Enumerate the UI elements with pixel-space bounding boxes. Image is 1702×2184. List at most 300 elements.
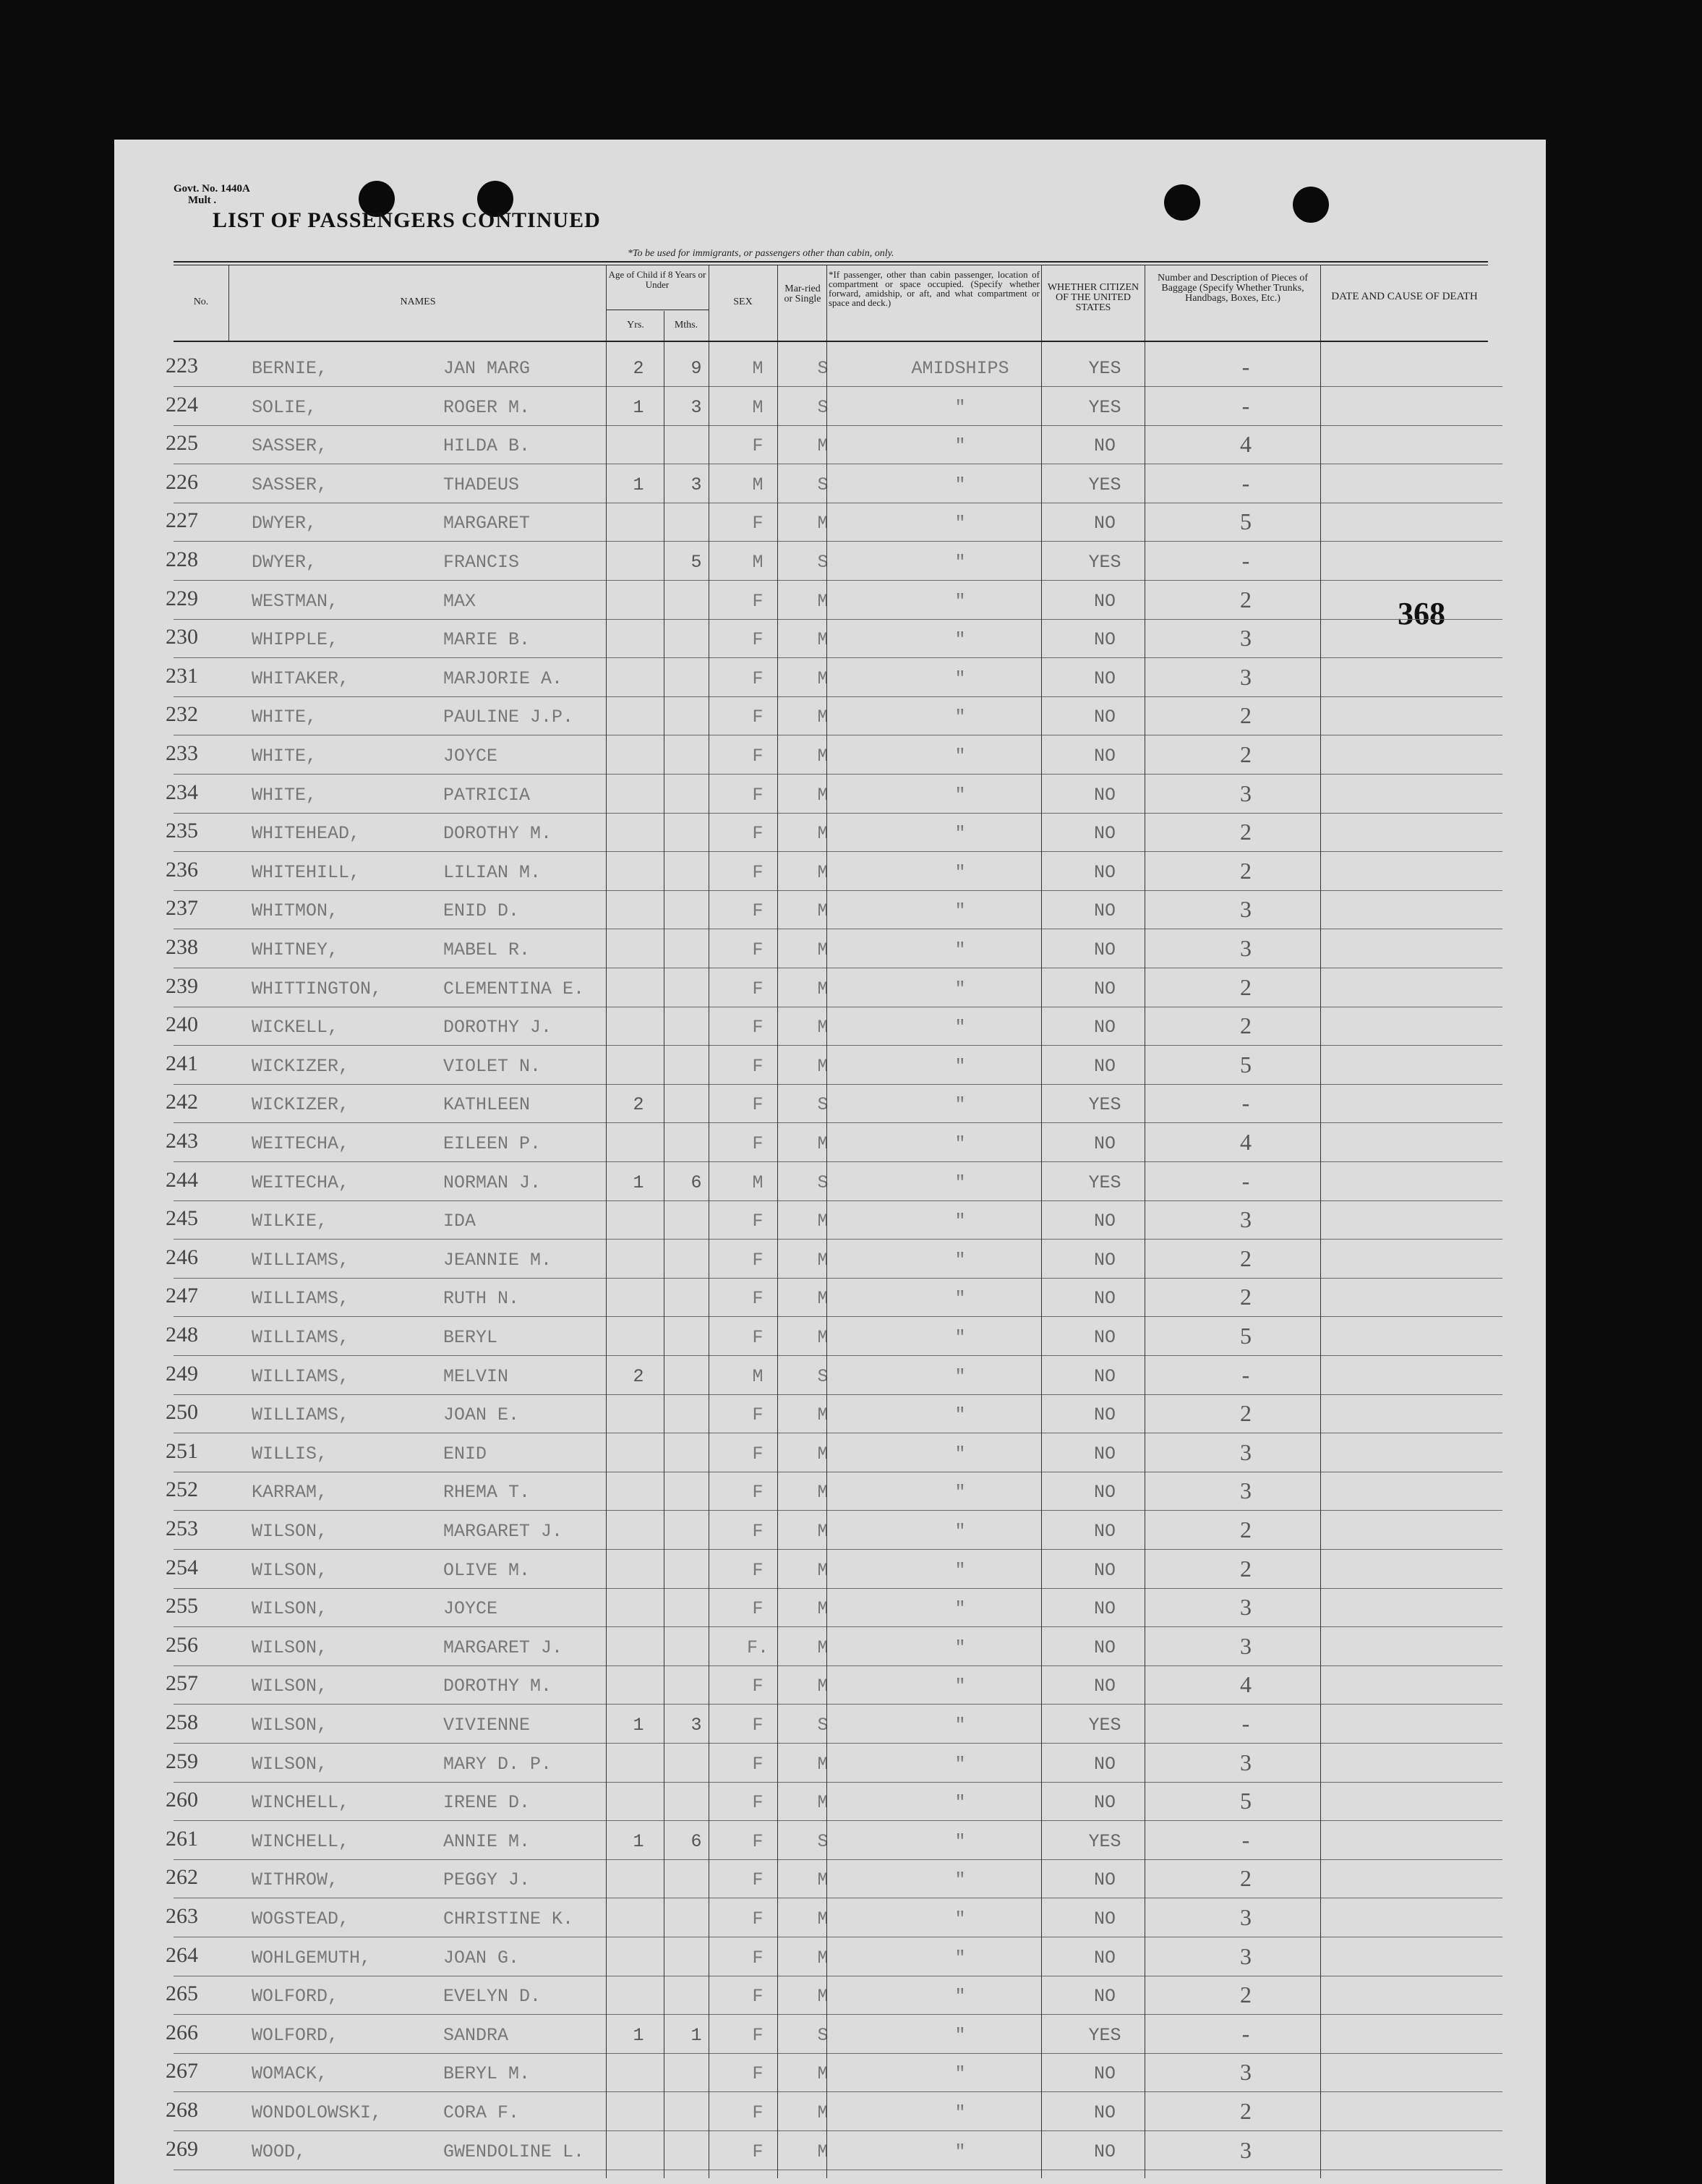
citizenship: NO [1093,861,1116,883]
citizenship: NO [1093,1482,1116,1503]
surname: WILSON, [252,1637,328,1658]
location: " [954,1365,966,1387]
surname: SASSER, [252,435,328,457]
row-number: 266 [166,2020,198,2044]
table-row [114,2055,1488,2093]
table-row [114,660,1488,698]
given-name: KATHLEEN [443,1094,531,1116]
table-row [114,1822,1488,1861]
surname: KARRAM, [252,1482,328,1503]
sex: F [752,1482,764,1503]
sex: F [752,707,764,728]
citizenship: YES [1088,1830,1121,1852]
marital-status: M [817,1443,829,1464]
row-rule [174,1045,1502,1046]
baggage-count: 3 [1240,1477,1252,1504]
location: " [954,435,966,457]
given-name: IRENE D. [443,1792,531,1814]
row-number: 241 [166,1051,198,1075]
citizenship: NO [1093,1908,1116,1929]
sex: F [752,1055,764,1077]
marital-status: M [817,1482,829,1503]
col-divider [826,265,827,341]
surname: WILLIAMS, [252,1288,350,1310]
row-rule [174,1200,1502,1201]
sex: F [752,1559,764,1581]
sex: F [752,1211,764,1232]
page-stamp-number: 368 [1398,596,1445,631]
location: " [954,513,966,534]
sex: F [752,1908,764,1929]
table-row [114,2133,1488,2171]
row-number: 250 [166,1400,198,1425]
surname: WHITE, [252,746,317,767]
age-months: 6 [690,1172,702,1193]
surname: WHITEHILL, [252,861,361,883]
citizenship: NO [1093,1365,1116,1387]
location: " [954,474,966,495]
surname: WHITAKER, [252,667,350,689]
marital-status: M [817,1133,829,1154]
row-rule [174,386,1502,387]
location: " [954,1133,966,1154]
row-number: 267 [166,2059,198,2083]
row-number: 254 [166,1555,198,1579]
location: AMIDSHIPS [911,358,1009,379]
col-divider [606,342,607,2178]
given-name: JOYCE [443,1598,498,1620]
surname: WOMACK, [252,2063,328,2085]
given-name: BERYL M. [443,2063,531,2085]
table-row [114,1667,1488,1705]
surname: WHITTINGTON, [252,978,382,999]
sex: M [752,1172,764,1193]
row-number: 261 [166,1826,198,1851]
row-number: 255 [166,1594,198,1618]
marital-status: M [817,784,829,806]
surname: WILSON, [252,1521,328,1542]
row-number: 260 [166,1788,198,1812]
marital-status: M [817,629,829,651]
age-years: 2 [633,358,644,379]
baggage-count: 2 [1240,1284,1252,1310]
form-number [174,183,250,206]
age-months: 3 [690,1715,702,1736]
row-rule [174,1084,1502,1085]
baggage-count: 3 [1240,1904,1252,1930]
table-row [114,1551,1488,1590]
surname: WILSON, [252,1559,328,1581]
location: " [954,1482,966,1503]
table-row [114,1318,1488,1357]
surname: WEITECHA, [252,1133,350,1154]
sex: F [752,1986,764,2008]
surname: WILLIS, [252,1443,328,1464]
given-name: PAULINE J.P. [443,707,574,728]
surname: WONDOLOWSKI, [252,2102,382,2123]
table-row [114,466,1488,504]
sex: F [752,1094,764,1116]
location: " [954,2024,966,2046]
header-mths: Mths. [674,320,698,330]
sex: F [752,1017,764,1038]
location: " [954,707,966,728]
row-number: 265 [166,1982,198,2006]
location: " [954,1792,966,1814]
baggage-count: 2 [1240,586,1252,613]
given-name: GWENDOLINE L. [443,2141,585,2162]
marital-status: S [817,358,829,379]
location: " [954,1249,966,1271]
header-sex: SEX [733,297,753,307]
given-name: ENID D. [443,900,520,922]
surname: WICKIZER, [252,1055,350,1077]
baggage-count: - [1241,2020,1250,2047]
row-number: 237 [166,896,198,921]
location: " [954,1094,966,1116]
age-months: 3 [690,474,702,495]
location: " [954,1869,966,1891]
row-number: 253 [166,1517,198,1540]
row-rule [174,541,1502,542]
citizenship: NO [1093,1559,1116,1581]
age-years: 2 [633,1094,644,1116]
sex: F [752,2063,764,2085]
location: " [954,396,966,418]
baggage-count: 2 [1240,857,1252,884]
header-married: Mar-ried or Single [784,283,821,304]
marital-status: M [817,1211,829,1232]
citizenship: NO [1093,707,1116,728]
given-name: ENID [443,1443,487,1464]
sex: F [752,861,764,883]
col-divider [777,265,778,341]
given-name: CLEMENTINA E. [443,978,585,999]
location: " [954,590,966,612]
given-name: EVELYN D. [443,1986,542,2008]
marital-status: M [817,1637,829,1658]
surname: WICKIZER, [252,1094,350,1116]
header-yrs: Yrs. [627,320,644,330]
row-number: 251 [166,1438,198,1463]
location: " [954,667,966,689]
baggage-count: 3 [1240,2136,1252,2163]
marital-status: M [817,1327,829,1348]
marital-status: M [817,1908,829,1929]
header-death: DATE AND CAUSE OF DEATH [1331,291,1478,302]
row-number: 225 [166,431,198,456]
sex: F [752,1830,764,1852]
sex: F [752,1404,764,1426]
surname: WESTMAN, [252,590,339,612]
given-name: CHRISTINE K. [443,1908,574,1929]
row-number: 257 [166,1671,198,1696]
location: " [954,784,966,806]
baggage-count: 4 [1240,431,1252,458]
baggage-count: 2 [1240,1245,1252,1271]
baggage-count: 4 [1240,1671,1252,1698]
sex: F [752,939,764,960]
row-rule [174,580,1502,581]
surname: WOHLGEMUTH, [252,1947,372,1968]
row-number: 233 [166,741,198,765]
surname: DWYER, [252,513,317,534]
sex: M [752,1365,764,1387]
baggage-count: - [1241,469,1250,496]
given-name: JAN MARG [443,358,531,379]
location: " [954,900,966,922]
baggage-count: 5 [1240,1788,1252,1814]
citizenship: YES [1088,358,1121,379]
marital-status: M [817,1986,829,2008]
marital-status: M [817,667,829,689]
location: " [954,1017,966,1038]
row-number: 224 [166,392,198,417]
citizenship: NO [1093,784,1116,806]
row-number: 264 [166,1942,198,1967]
marital-status: S [817,1715,829,1736]
given-name: RUTH N. [443,1288,520,1310]
surname: SASSER, [252,474,328,495]
row-rule [174,619,1502,620]
row-rule [174,1316,1502,1317]
surname: WILLIAMS, [252,1327,350,1348]
sex: F [752,1869,764,1891]
marital-status: S [817,552,829,573]
baggage-count: 3 [1240,780,1252,806]
baggage-count: - [1241,392,1250,419]
row-number: 248 [166,1323,198,1347]
citizenship: NO [1093,629,1116,651]
punch-hole [1293,187,1329,223]
citizenship: NO [1093,978,1116,999]
baggage-count: 3 [1240,2059,1252,2086]
row-number: 249 [166,1361,198,1386]
baggage-count: 2 [1240,973,1252,1000]
surname: WICKELL, [252,1017,339,1038]
row-rule [174,890,1502,891]
header-location: *If passenger, other than cabin passenger, location of compartment or space occupied. (Specify whether forward, amidship, or aft, and what compartment or space and deck.) [829,269,1040,308]
age-months: 9 [690,358,702,379]
sex: F [752,1947,764,1968]
citizenship: YES [1088,396,1121,418]
row-number: 231 [166,663,198,688]
citizenship: NO [1093,1521,1116,1542]
row-number: 226 [166,469,198,494]
sex: F [752,1249,764,1271]
baggage-count: 2 [1240,1982,1252,2008]
table-row [114,1241,1488,1279]
given-name: DOROTHY M. [443,1676,552,1697]
given-name: JOAN G. [443,1947,520,1968]
location: " [954,1598,966,1620]
row-number: 246 [166,1245,198,1269]
marital-status: S [817,474,829,495]
table-row [114,582,1488,620]
col-divider [1320,265,1321,341]
row-number: 232 [166,702,198,727]
row-number: 239 [166,973,198,998]
given-name: HILDA B. [443,435,531,457]
sex: F [752,1715,764,1736]
row-number: 236 [166,857,198,882]
marital-status: M [817,2063,829,2085]
given-name: VIVIENNE [443,1715,531,1736]
row-rule [174,851,1502,852]
marital-status: M [817,1055,829,1077]
table-row [114,1008,1488,1046]
header-baggage: Number and Description of Pieces of Baggage (Specify Whether Trunks, Handbags, Boxes, Etc.) [1158,273,1308,304]
baggage-count: 3 [1240,1942,1252,1969]
given-name: SANDRA [443,2024,509,2046]
age-years: 1 [633,1172,644,1193]
table-row [114,349,1488,388]
sex: F [752,823,764,845]
table-row [114,814,1488,853]
punch-hole [1164,184,1200,221]
age-months: 6 [690,1830,702,1852]
marital-status: S [817,1172,829,1193]
header-citizen: WHETHER CITIZEN OF THE UNITED STATES [1047,282,1139,313]
baggage-count: 2 [1240,819,1252,845]
sex: F [752,1792,764,1814]
given-name: MARIE B. [443,629,531,651]
sex: F [752,1598,764,1620]
location: " [954,629,966,651]
row-rule [174,1820,1502,1821]
row-number: 258 [166,1710,198,1734]
table-row [114,931,1488,969]
location: " [954,1288,966,1310]
table-row [114,1629,1488,1667]
location: " [954,552,966,573]
marital-status: M [817,1947,829,1968]
citizenship: YES [1088,2024,1121,2046]
table-row [114,620,1488,659]
marital-status: S [817,1830,829,1852]
given-name: MARY D. P. [443,1753,552,1775]
header-names: NAMES [400,297,436,307]
mult: Mult . [188,195,217,206]
row-rule [174,2130,1502,2131]
location: " [954,1753,966,1775]
surname: WINCHELL, [252,1792,350,1814]
age-years: 1 [633,2024,644,2046]
row-number: 259 [166,1749,198,1773]
table-row [114,1085,1488,1124]
given-name: FRANCIS [443,552,520,573]
table-row [114,1202,1488,1240]
table-row [114,1861,1488,1899]
marital-status: M [817,1869,829,1891]
baggage-count: 4 [1240,1129,1252,1155]
baggage-count: 2 [1240,1555,1252,1582]
age-years: 2 [633,1365,644,1387]
given-name: EILEEN P. [443,1133,542,1154]
row-number: 240 [166,1012,198,1037]
table-row [114,853,1488,892]
baggage-count: - [1241,547,1250,573]
row-number: 268 [166,2098,198,2122]
surname: WHITE, [252,707,317,728]
location: " [954,1327,966,1348]
age-years: 1 [633,474,644,495]
given-name: MELVIN [443,1365,509,1387]
citizenship: NO [1093,1869,1116,1891]
location: " [954,1986,966,2008]
row-number: 238 [166,935,198,959]
sex: F [752,2102,764,2123]
table-row [114,388,1488,427]
marital-status: M [817,861,829,883]
age-years: 1 [633,396,644,418]
surname: DWYER, [252,552,317,573]
marital-status: M [817,939,829,960]
marital-status: M [817,900,829,922]
sex: M [752,552,764,573]
row-number: 243 [166,1129,198,1153]
baggage-count: - [1241,354,1250,380]
col-divider [606,265,607,341]
table-row [114,1473,1488,1511]
sex: F [752,784,764,806]
location: " [954,939,966,960]
page-title: LIST OF PASSENGERS CONTINUED [213,208,601,232]
surname: WILSON, [252,1676,328,1697]
citizenship: NO [1093,1947,1116,1968]
marital-status: M [817,513,829,534]
age-years: 1 [633,1715,644,1736]
location: " [954,1676,966,1697]
citizenship: NO [1093,900,1116,922]
marital-status: M [817,1404,829,1426]
surname: WILSON, [252,1753,328,1775]
location: " [954,1830,966,1852]
sex: F [752,513,764,534]
location: " [954,1404,966,1426]
marital-status: M [817,1598,829,1620]
table-row [114,427,1488,465]
given-name: ROGER M. [443,396,531,418]
row-number: 269 [166,2136,198,2161]
table-row [114,1939,1488,1977]
citizenship: NO [1093,1133,1116,1154]
sex: F [752,1443,764,1464]
baggage-count: - [1241,1710,1250,1736]
row-number: 247 [166,1284,198,1308]
header-rule-bottom [174,341,1488,342]
table-row [114,1279,1488,1318]
given-name: DOROTHY J. [443,1017,552,1038]
sex: F [752,2024,764,2046]
marital-status: M [817,1753,829,1775]
table-row [114,892,1488,930]
given-name: JOAN E. [443,1404,520,1426]
baggage-count: 2 [1240,1400,1252,1427]
surname: BERNIE, [252,358,328,379]
citizenship: YES [1088,474,1121,495]
baggage-count: - [1241,1167,1250,1194]
location: " [954,746,966,767]
row-rule [174,2053,1502,2054]
baggage-count: - [1241,1361,1250,1388]
citizenship: NO [1093,1753,1116,1775]
baggage-count: 2 [1240,2098,1252,2124]
location: " [954,1521,966,1542]
citizenship: NO [1093,667,1116,689]
col-divider [228,265,229,341]
baggage-count: 5 [1240,1323,1252,1349]
